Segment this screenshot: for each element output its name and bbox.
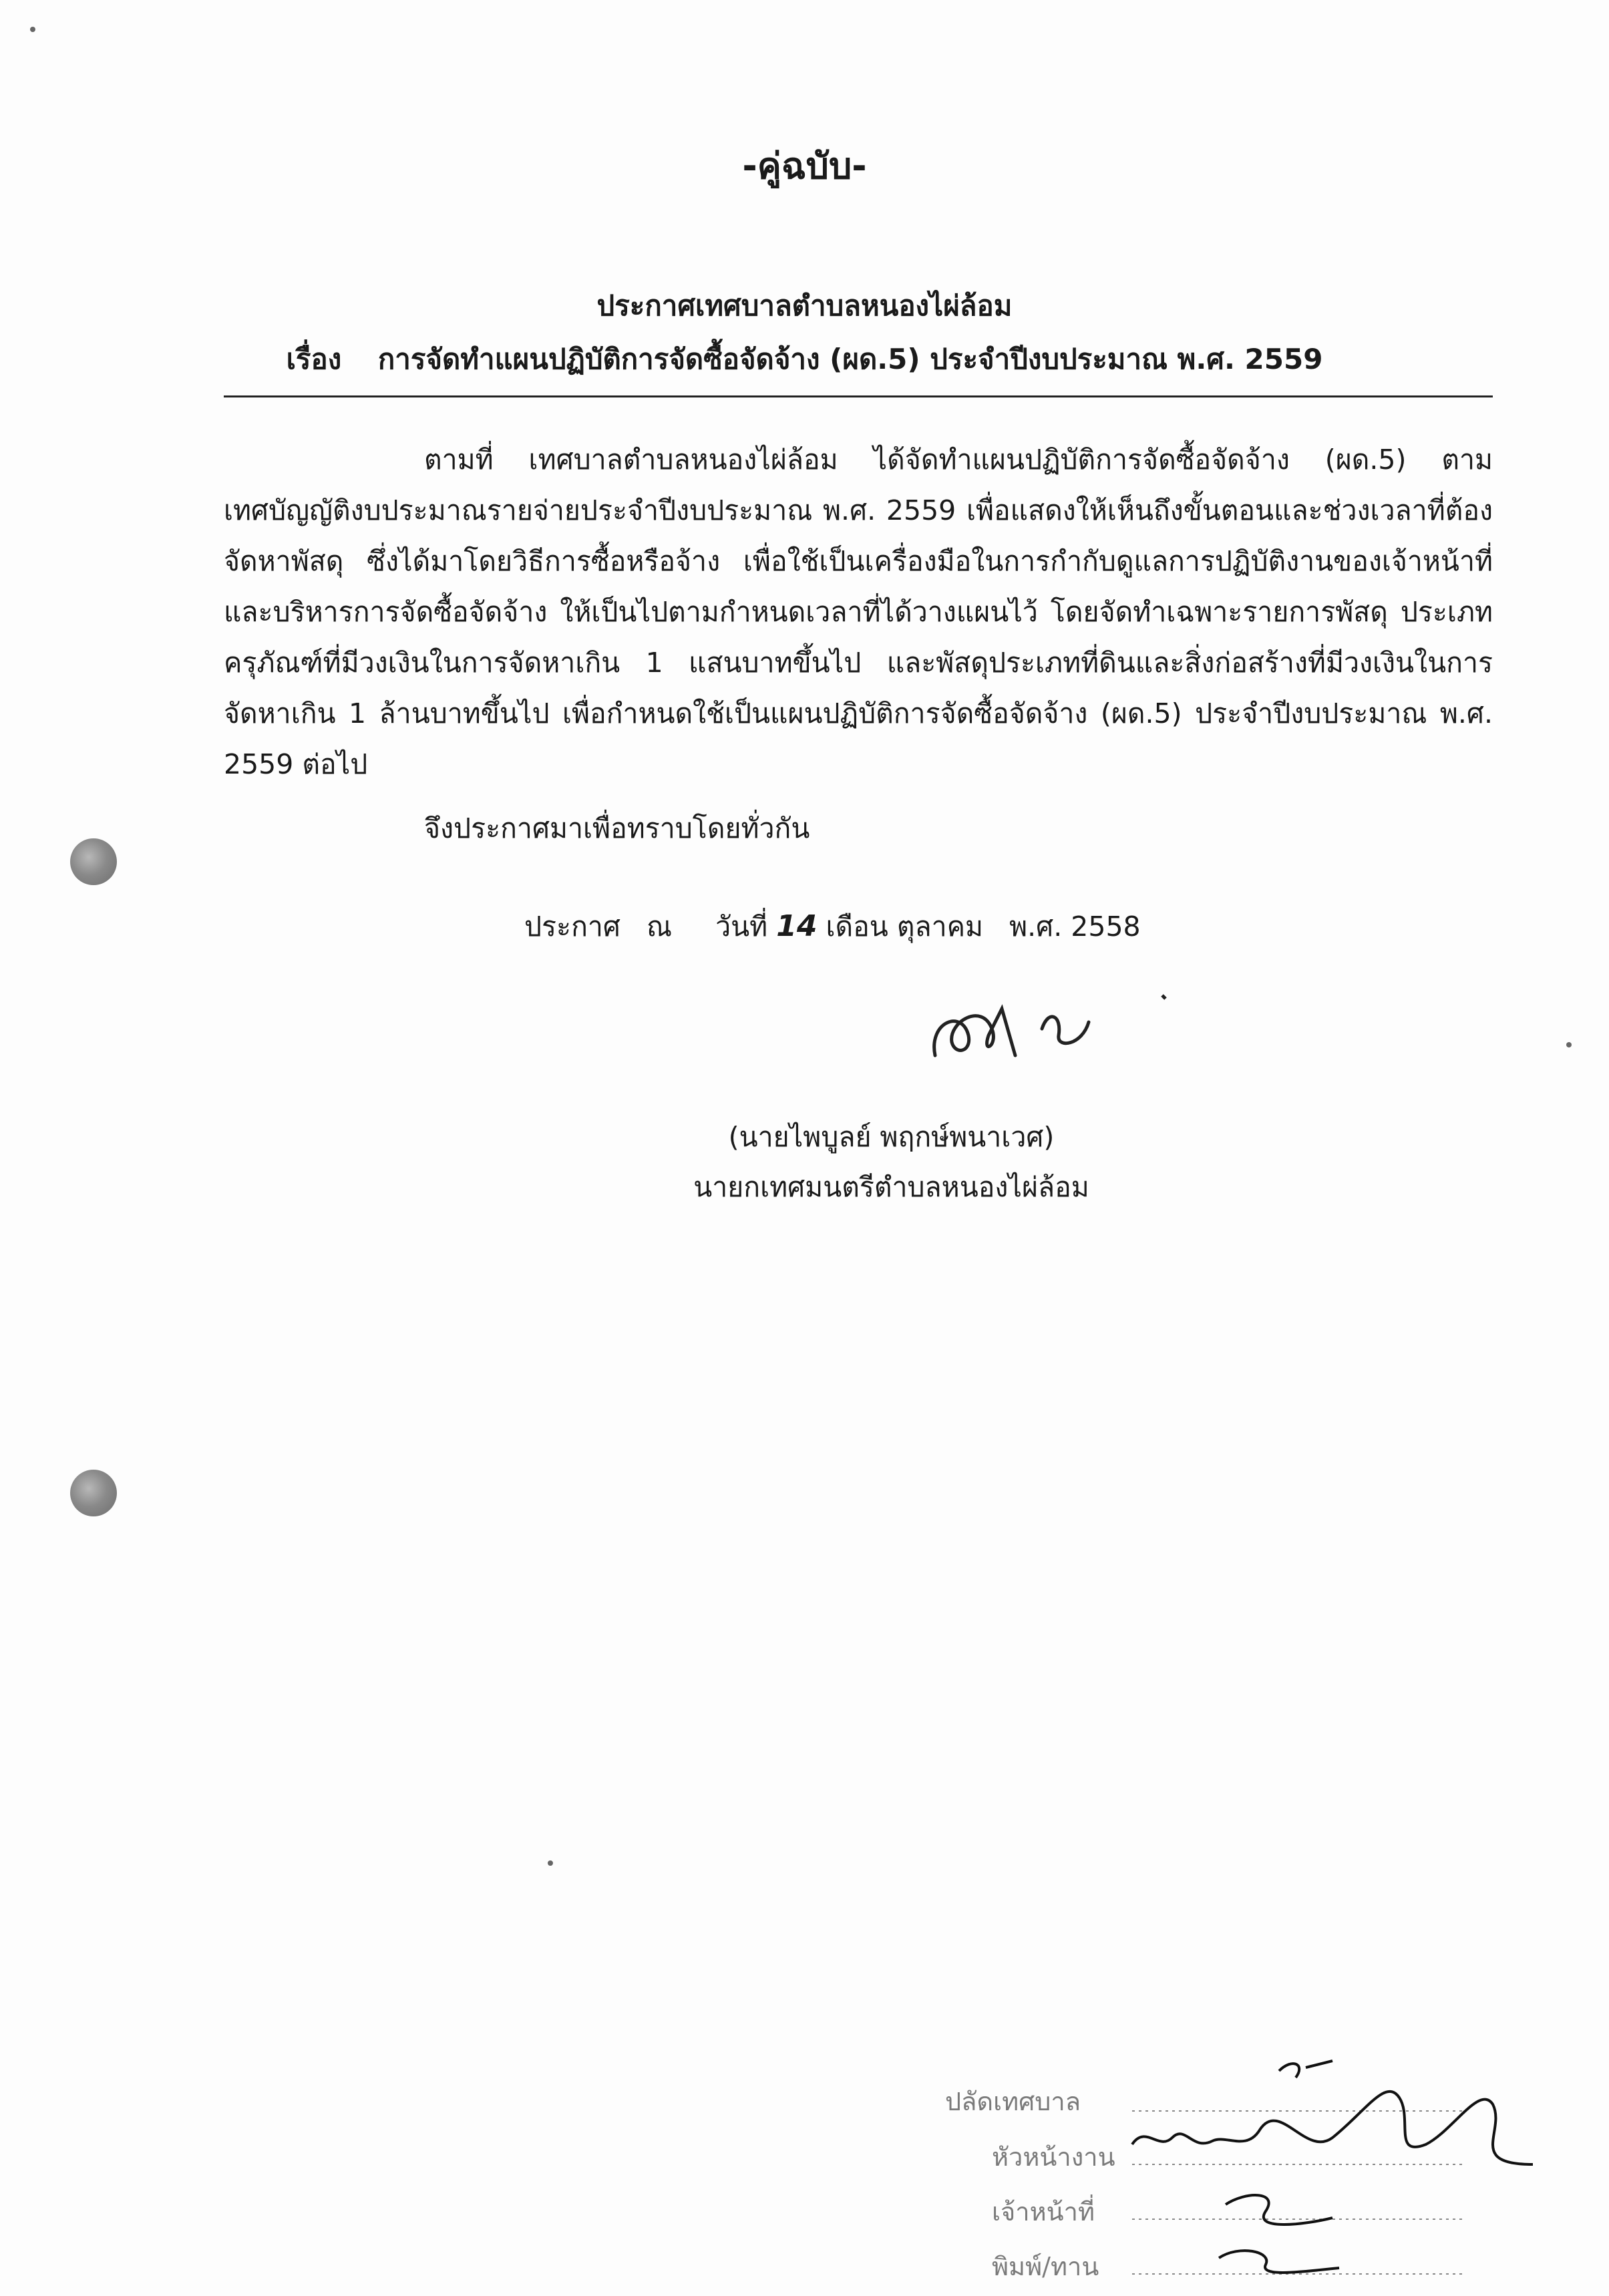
subject-label: เรื่อง xyxy=(286,343,342,375)
stamp-initials xyxy=(932,2058,1600,2285)
date-day: 14 xyxy=(776,909,818,943)
date-prefix: ประกาศ xyxy=(524,911,620,943)
scan-speck xyxy=(30,27,35,32)
scan-speck xyxy=(548,1860,553,1866)
stamp-line-typist: พิมพ์/ทาน xyxy=(992,2252,1099,2281)
announcement-title: ประกาศเทศบาลตำบลหนองไผ่ล้อม xyxy=(596,289,1013,322)
date-year-label: พ.ศ. xyxy=(1009,911,1063,943)
stamp-line-head: หัวหน้างาน xyxy=(992,2142,1115,2172)
scan-speck xyxy=(1566,1042,1572,1047)
stamp-line-officer: เจ้าหน้าที่ xyxy=(992,2197,1095,2227)
date-day-label: วันที่ xyxy=(715,911,768,943)
punch-hole xyxy=(70,838,117,885)
date-month-label: เดือน xyxy=(826,911,888,943)
signer-name: (นายไพบูลย์ พฤกษ์พนาเวศ) xyxy=(728,1121,1055,1153)
date-month: ตุลาคม xyxy=(896,911,984,943)
closing-statement: จึงประกาศมาเพื่อทราบโดยทั่วกัน xyxy=(424,812,810,844)
subject-text: การจัดทำแผนปฏิบัติการจัดซื้อจัดจ้าง (ผด.5) ประจำปีงบประมาณ พ.ศ. 2559 xyxy=(377,343,1323,375)
announcement-date xyxy=(524,905,1141,949)
punch-hole xyxy=(70,1470,117,1516)
stamp-line-deputy: ปลัดเทศบาล xyxy=(945,2087,1081,2116)
signature-mark xyxy=(915,982,1182,1082)
announcement-subject xyxy=(0,337,1609,381)
date-at: ณ xyxy=(647,911,673,943)
title-divider xyxy=(224,395,1493,397)
date-year: 2558 xyxy=(1071,911,1141,943)
copy-mark: -คู่ฉบับ- xyxy=(742,145,867,187)
signer-title: นายกเทศมนตรีตำบลหนองไผ่ล้อม xyxy=(693,1171,1089,1203)
body-paragraph: ตามที่ เทศบาลตำบลหนองไผ่ล้อม ได้จัดทำแผนปฏิบัติการจัดซื้อจัดจ้าง (ผด.5) ตามเทศบัญญัติงบประมาณรายจ่ายประจำปีงบประมาณ พ.ศ. 2559 เพื่อแสดงให้เห็นถึงขั้นตอนและช่วงเวลาที่ต้องจัดหาพัสดุ ซึ่งได้มาโดยวิธีการซื้อหรือจ้าง เพื่อใช้เป็นเครื่องมือในการกำกับดูแลการปฏิบัติงานของเจ้าหน้าที่ และบริหารการจัดซื้อจัดจ้าง ให้เป็นไปตามกำหนดเวลาที่ได้วางแผนไว้ โดยจัดทำเฉพาะรายการพัสดุ ประเภทครุภัณฑ์ที่มีวงเงินในการจัดหาเกิน 1 แสนบาทขึ้นไป และพัสดุประเภทที่ดินและสิ่งก่อสร้างที่มีวงเงินในการจัดหาเกิน 1 ล้านบาทขึ้นไป เพื่อกำหนดใช้เป็นแผนปฏิบัติการจัดซื้อจัดจ้าง (ผด.5) ประจำปีงบประมาณ พ.ศ. 2559 ต่อไป xyxy=(224,444,1493,780)
review-stamp xyxy=(932,2058,1600,2285)
